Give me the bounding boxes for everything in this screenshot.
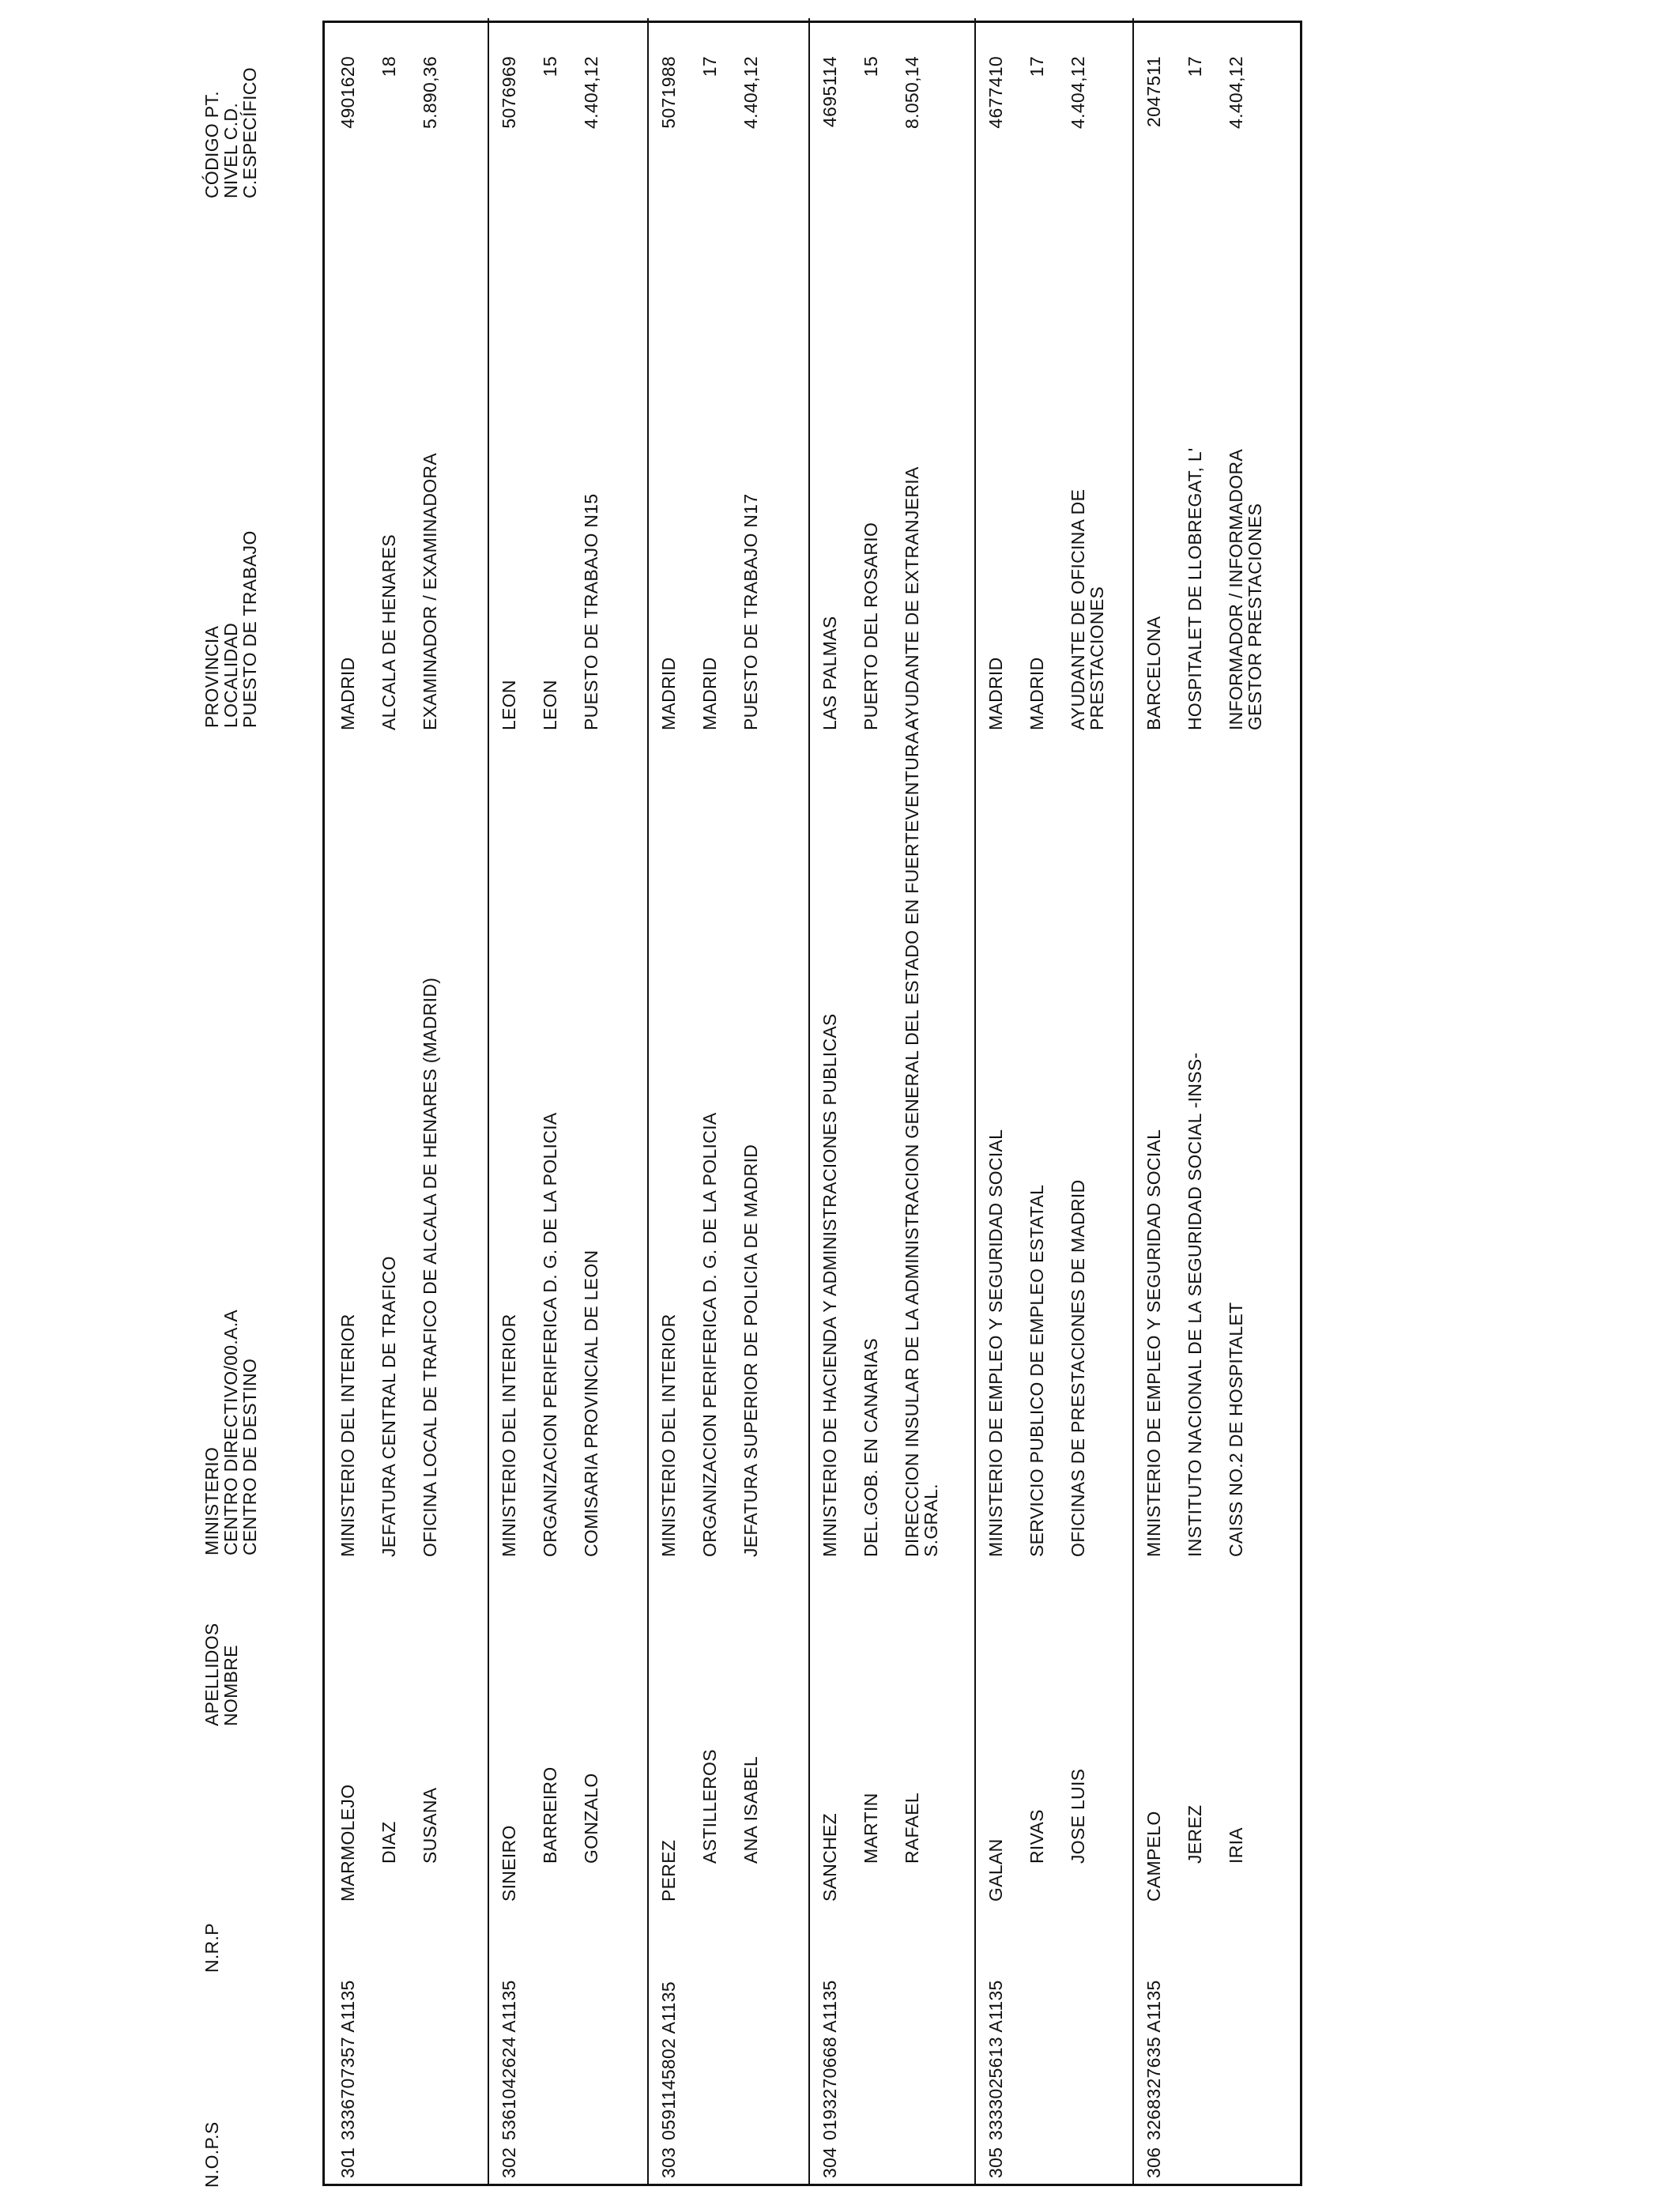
record-nrp: 3336707357 A1135 bbox=[337, 1980, 358, 2140]
record-especifico: 4.404,12 bbox=[581, 56, 601, 129]
record-codigo: 4901620 bbox=[337, 56, 358, 129]
record-especifico: 8.050,14 bbox=[902, 56, 922, 129]
record-centro-destino: OFICINAS DE PRESTACIONES DE MADRID bbox=[1068, 1179, 1088, 1557]
record-especifico: 4.404,12 bbox=[1226, 56, 1246, 129]
record-localidad: LEON bbox=[540, 680, 560, 730]
record-especifico: 4.404,12 bbox=[740, 56, 761, 129]
header-nrp: N.R.P bbox=[202, 1923, 222, 1973]
record-centro-directivo: INSTITUTO NACIONAL DE LA SEGURIDAD SOCIAL -INSS- bbox=[1185, 1052, 1205, 1557]
record-apellido1: PEREZ bbox=[658, 1839, 679, 1902]
record-codigo: 5076969 bbox=[499, 56, 519, 129]
record-ministerio: MINISTERIO DEL INTERIOR bbox=[499, 1314, 519, 1557]
record-nombre: RAFAEL bbox=[902, 1792, 922, 1864]
header-codigo-nivel-especifico: CÓDIGO PT. NIVEL C.D. C.ESPECÍFICO bbox=[202, 67, 260, 198]
header-provincia-localidad-puesto: PROVINCIA LOCALIDAD PUESTO DE TRABAJO bbox=[202, 530, 260, 728]
record-localidad: ALCALA DE HENARES bbox=[379, 534, 399, 730]
record-nombre: ANA ISABEL bbox=[740, 1756, 761, 1864]
record-provincia: MADRID bbox=[985, 657, 1006, 730]
record-apellido1: SANCHEZ bbox=[819, 1812, 840, 1902]
record-apellido2: DIAZ bbox=[379, 1821, 399, 1864]
record-especifico: 5.890,36 bbox=[420, 56, 440, 129]
record-centro-directivo: ORGANIZACION PERIFERICA D. G. DE LA POLICIA bbox=[699, 1112, 720, 1557]
record-nrp: 0193270668 A1135 bbox=[819, 1980, 840, 2140]
record-nivel: 18 bbox=[379, 56, 399, 77]
record-centro-destino: OFICINA LOCAL DE TRAFICO DE ALCALA DE HENARES (MADRID) bbox=[420, 977, 440, 1557]
record-centro-destino: CAISS NO.2 DE HOSPITALET bbox=[1226, 1302, 1246, 1557]
record-apellido1: GALAN bbox=[985, 1838, 1006, 1902]
record-nombre: GONZALO bbox=[581, 1773, 601, 1864]
record-nrp: 0591145802 A1135 bbox=[658, 1981, 679, 2140]
record-localidad: PUERTO DEL ROSARIO bbox=[861, 522, 881, 730]
record-nivel: 15 bbox=[861, 56, 881, 77]
record-codigo: 5071988 bbox=[658, 56, 679, 129]
record-localidad: MADRID bbox=[699, 657, 720, 730]
record-puesto: EXAMINADOR / EXAMINADORA bbox=[420, 453, 440, 730]
record-ministerio: MINISTERIO DEL INTERIOR bbox=[337, 1314, 358, 1557]
record-separator bbox=[808, 18, 810, 2184]
record-separator bbox=[647, 18, 649, 2184]
record-puesto: AYUDANTE DE EXTRANJERIA bbox=[902, 466, 922, 730]
record-nops: 305 bbox=[985, 2147, 1006, 2178]
record-provincia: MADRID bbox=[658, 657, 679, 730]
record-centro-directivo: ORGANIZACION PERIFERICA D. G. DE LA POLICIA bbox=[540, 1112, 560, 1557]
record-nivel: 15 bbox=[540, 56, 560, 77]
record-apellido2: MARTIN bbox=[861, 1793, 881, 1864]
record-nivel: 17 bbox=[1185, 56, 1205, 77]
record-nombre: SUSANA bbox=[420, 1787, 440, 1864]
record-centro-destino: COMISARIA PROVINCIAL DE LEON bbox=[581, 1250, 601, 1557]
record-provincia: LEON bbox=[499, 680, 519, 730]
record-nops: 306 bbox=[1143, 2147, 1164, 2178]
record-apellido2: RIVAS bbox=[1026, 1809, 1047, 1864]
record-ministerio: MINISTERIO DE HACIENDA Y ADMINISTRACIONES PUBLICAS bbox=[819, 1013, 840, 1557]
record-nops: 301 bbox=[337, 2147, 358, 2178]
record-apellido2: JEREZ bbox=[1185, 1804, 1205, 1864]
record-nombre: JOSE LUIS bbox=[1068, 1768, 1088, 1864]
header-apellidos-nombre: APELLIDOS NOMBRE bbox=[202, 1623, 241, 1726]
record-centro-directivo: DEL.GOB. EN CANARIAS bbox=[861, 1338, 881, 1557]
record-localidad: HOSPITALET DE LLOBREGAT, L' bbox=[1185, 447, 1205, 730]
record-nivel: 17 bbox=[1026, 56, 1047, 77]
record-puesto: PUESTO DE TRABAJO N17 bbox=[740, 493, 761, 730]
record-centro-destino: JEFATURA SUPERIOR DE POLICIA DE MADRID bbox=[740, 1144, 761, 1557]
record-centro-directivo: SERVICIO PUBLICO DE EMPLEO ESTATAL bbox=[1026, 1184, 1047, 1557]
record-apellido1: SINEIRO bbox=[499, 1825, 519, 1902]
record-nrp: 5361042624 A1135 bbox=[499, 1980, 519, 2140]
record-ministerio: MINISTERIO DEL INTERIOR bbox=[658, 1314, 679, 1557]
record-nops: 303 bbox=[658, 2147, 679, 2178]
header-nops: N.O.P.S bbox=[202, 2121, 222, 2188]
record-puesto: AYUDANTE DE OFICINA DE PRESTACIONES bbox=[1068, 488, 1107, 730]
header-ministerio-centros: MINISTERIO CENTRO DIRECTIVO/00.A.A CENTRO DE DESTINO bbox=[202, 1309, 260, 1555]
record-separator bbox=[974, 18, 976, 2184]
record-especifico: 4.404,12 bbox=[1068, 56, 1088, 129]
record-nops: 304 bbox=[819, 2147, 840, 2178]
record-nivel: 17 bbox=[699, 56, 720, 77]
record-nombre: IRIA bbox=[1226, 1827, 1246, 1864]
record-nrp: 3333025613 A1135 bbox=[985, 1980, 1006, 2140]
record-nrp: 3268327635 A1135 bbox=[1143, 1980, 1164, 2140]
record-provincia: MADRID bbox=[337, 657, 358, 730]
record-nops: 302 bbox=[499, 2147, 519, 2178]
record-separator bbox=[488, 18, 489, 2184]
record-apellido1: MARMOLEJO bbox=[337, 1784, 358, 1902]
record-codigo: 2047511 bbox=[1143, 56, 1164, 127]
record-codigo: 4695114 bbox=[819, 56, 840, 127]
record-localidad: MADRID bbox=[1026, 657, 1047, 730]
record-centro-destino: DIRECCION INSULAR DE LA ADMINISTRACION GENERAL DEL ESTADO EN FUERTEVENTURA - S.GRAL. bbox=[902, 721, 941, 1557]
record-puesto: PUESTO DE TRABAJO N15 bbox=[581, 493, 601, 730]
record-provincia: BARCELONA bbox=[1143, 616, 1164, 730]
record-puesto: INFORMADOR / INFORMADORA GESTOR PRESTACIONES bbox=[1226, 450, 1265, 730]
record-apellido2: BARREIRO bbox=[540, 1766, 560, 1864]
record-ministerio: MINISTERIO DE EMPLEO Y SEGURIDAD SOCIAL bbox=[985, 1129, 1006, 1557]
record-ministerio: MINISTERIO DE EMPLEO Y SEGURIDAD SOCIAL bbox=[1143, 1129, 1164, 1557]
record-apellido2: ASTILLEROS bbox=[699, 1749, 720, 1864]
record-provincia: LAS PALMAS bbox=[819, 616, 840, 730]
record-apellido1: CAMPELO bbox=[1143, 1811, 1164, 1902]
record-centro-directivo: JEFATURA CENTRAL DE TRAFICO bbox=[379, 1256, 399, 1557]
record-codigo: 4677410 bbox=[985, 56, 1006, 129]
record-separator bbox=[1132, 18, 1134, 2184]
